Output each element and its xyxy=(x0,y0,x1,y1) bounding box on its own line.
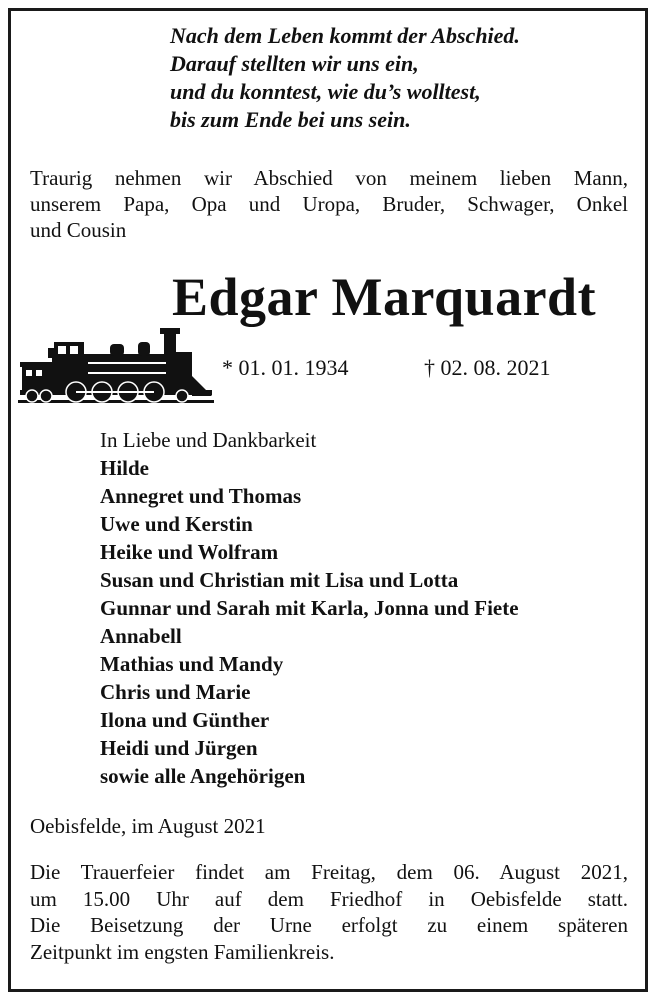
deceased-name: Edgar Marquardt xyxy=(172,267,597,327)
poem-line: Darauf stellten wir uns ein, xyxy=(170,51,419,76)
family-member: sowie alle Angehörigen xyxy=(100,764,306,788)
family-member: Annabell xyxy=(100,624,182,648)
poem-line: Nach dem Leben kommt der Abschied. xyxy=(170,23,520,48)
family-list xyxy=(100,454,519,790)
family-member: Uwe und Kerstin xyxy=(100,512,253,536)
death-date: † 02. 08. 2021 xyxy=(424,355,551,380)
funeral-line: Die Beisetzung der Urne erfolgt zu einem späteren xyxy=(30,913,628,937)
funeral-line: Die Trauerfeier findet am Freitag, dem 06. August 2021, xyxy=(30,860,628,884)
funeral-info xyxy=(30,859,628,965)
poem-line: und du konntest, wie du’s wolltest, xyxy=(170,79,481,104)
intro-line: Traurig nehmen wir Abschied von meinem lieben Mann, xyxy=(30,166,628,190)
family-member: Ilona und Günther xyxy=(100,708,270,732)
intro-text xyxy=(30,165,628,243)
birth-date: * 01. 01. 1934 xyxy=(222,355,349,380)
family-member: Heidi und Jürgen xyxy=(100,736,258,760)
family-member: Gunnar und Sarah mit Karla, Jonna und Fiete xyxy=(100,596,519,620)
steam-locomotive-icon xyxy=(18,326,214,410)
intro-line: und Cousin xyxy=(30,218,127,242)
family-member: Susan und Christian mit Lisa und Lotta xyxy=(100,568,459,592)
family-member: Mathias und Mandy xyxy=(100,652,284,676)
family-member: Annegret und Thomas xyxy=(100,484,302,508)
thanks-line: In Liebe und Dankbarkeit xyxy=(100,428,317,452)
poem-line: bis zum Ende bei uns sein. xyxy=(170,107,411,132)
poem xyxy=(170,22,520,134)
family-member: Heike und Wolfram xyxy=(100,540,279,564)
family-member: Chris und Marie xyxy=(100,680,251,704)
place-date: Oebisfelde, im August 2021 xyxy=(30,814,266,838)
intro-line: unserem Papa, Opa und Uropa, Bruder, Schwager, Onkel xyxy=(30,192,628,216)
funeral-line: um 15.00 Uhr auf dem Friedhof in Oebisfelde statt. xyxy=(30,886,628,911)
family-member: Hilde xyxy=(100,456,150,480)
funeral-line: Zeitpunkt im engsten Familienkreis. xyxy=(30,939,335,964)
